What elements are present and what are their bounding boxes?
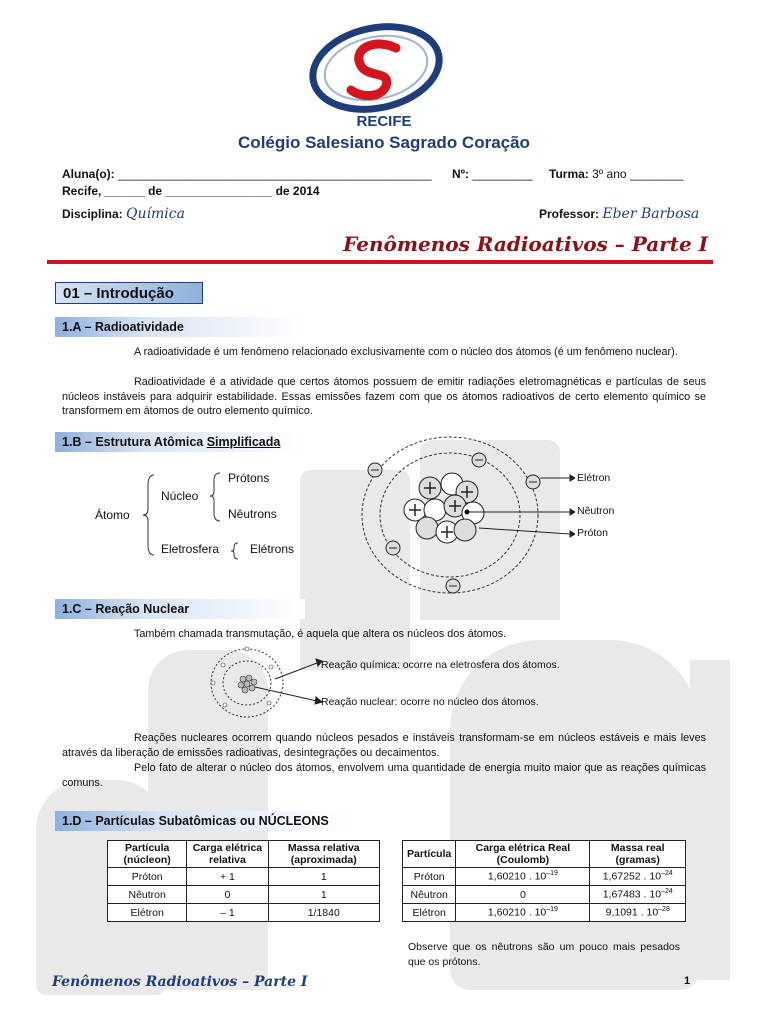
table-cell	[590, 886, 686, 904]
date-row	[62, 184, 320, 198]
subsection-heading-1c: 1.C – Reação Nuclear	[55, 599, 305, 619]
table-cell: Nêutron	[108, 886, 187, 904]
school-logo	[306, 18, 446, 118]
number-row	[452, 167, 532, 181]
table-header-cell: Carga elétrica relativa	[187, 841, 268, 868]
student-field[interactable]: _______________________________________________	[118, 167, 432, 181]
mass-exponent: –28	[658, 906, 670, 914]
paragraph-1c-3: Pelo fato de alterar o núcleo dos átomos, envolvem uma quantidade de energia muito maior que as reações químicas comuns.	[62, 762, 706, 789]
subsection-heading-1a: 1.A – Radioatividade	[55, 317, 305, 337]
table-row	[108, 868, 380, 886]
mass-value: 1,67252 . 10	[602, 870, 662, 883]
table-header-cell: Massa relativa (aproximada)	[268, 841, 380, 868]
tree-protons: Prótons	[228, 471, 270, 485]
label-nuclear-reaction: Reação nuclear: ocorre no núcleo dos átomos.	[321, 696, 539, 708]
table-header-cell: Massa real (gramas)	[590, 841, 686, 868]
atom-label-neutron: Nêutron	[577, 505, 615, 517]
table-cell: 1	[268, 886, 380, 904]
subsection-heading-1b	[55, 432, 305, 452]
class-label: Turma:	[549, 167, 589, 181]
mass-value: 9,1091 . 10	[605, 906, 659, 919]
table-row	[108, 904, 380, 922]
mass-exponent: –24	[661, 870, 673, 878]
charge-value: 1,60210 . 10	[487, 906, 547, 919]
table-header-cell: Carga elétrica Real (Coulomb)	[456, 841, 590, 868]
title-divider	[47, 260, 713, 264]
student-label: Aluna(o):	[62, 167, 115, 181]
page-number: 1	[684, 975, 691, 987]
charge-value: 0	[519, 888, 526, 901]
number-label: Nº:	[452, 167, 470, 181]
atom-label-proton: Próton	[577, 527, 608, 539]
table-cell	[456, 868, 590, 886]
table-header-row	[403, 841, 686, 868]
table-cell	[456, 904, 590, 922]
teacher-label: Professor:	[539, 207, 600, 221]
school-name: Colégio Salesiano Sagrado Coração	[238, 133, 530, 152]
tree-electrons: Elétrons	[250, 542, 295, 556]
heading-1b-text: 1.B – Estrutura Atômica	[62, 435, 207, 449]
subsection-heading-1d: 1.D – Partículas Subatômicas ou NÚCLEONS	[55, 811, 355, 831]
table-cell: – 1	[187, 904, 268, 922]
paragraph-1a-1: A radioatividade é um fenômeno relacionado exclusivamente com o núcleo dos átomos (é um fenômeno nuclear).	[134, 346, 678, 358]
class-row	[549, 167, 683, 181]
paragraph-1c-1: Também chamada transmutação, é aquela que altera os núcleos dos átomos.	[134, 628, 507, 640]
section-heading: 01 – Introdução	[55, 282, 203, 304]
date-de: de	[148, 184, 163, 198]
table-header-row	[108, 841, 380, 868]
table-cell	[456, 886, 590, 904]
charge-exponent: –19	[546, 906, 558, 914]
table-header-cell: Partícula (núcleon)	[108, 841, 187, 868]
label-chemical-reaction: Reação química: ocorre na eletrosfera dos átomos.	[321, 659, 560, 671]
table-row	[403, 886, 686, 904]
heading-1b-underlined: Simplificada	[206, 435, 281, 449]
table-cell: Próton	[403, 868, 456, 886]
table-cell: 1/1840	[268, 904, 380, 922]
neutron-note: Observe que os nêutrons são um pouco mais pesados que os prótons.	[408, 941, 680, 968]
table-cell: Elétron	[403, 904, 456, 922]
table-cell: 1	[268, 868, 380, 886]
tree-neutrons: Nêutrons	[228, 507, 277, 521]
tree-atom: Átomo	[95, 508, 130, 522]
tree-electrosphere: Eletrosfera	[161, 542, 220, 556]
teacher-row	[539, 206, 699, 222]
paragraph-1a-2: Radioatividade é a atividade que certos átomos possuem de emitir radiações eletromagnéticas e partículas de seus núcleos instáveis para adquirir estabilidade. Essas emissões fazem com que os átomos radioativos de certo elemento químico se transformem em átomos de outro elemento químico.	[62, 376, 706, 417]
student-line-row	[62, 167, 432, 181]
subject-row	[62, 206, 185, 222]
subject-label: Disciplina:	[62, 207, 123, 221]
mass-exponent: –24	[661, 888, 673, 896]
date-year: de 2014	[275, 184, 320, 198]
table-cell: Próton	[108, 868, 187, 886]
subject-value: Química	[126, 206, 185, 222]
teacher-value: Eber Barbosa	[602, 206, 700, 222]
mass-value: 1,67483 . 10	[602, 888, 662, 901]
atom-label-electron: Elétron	[577, 472, 611, 484]
table-cell	[590, 904, 686, 922]
logo-city: RECIFE	[356, 113, 412, 130]
table-row	[108, 886, 380, 904]
background-flask	[690, 660, 730, 980]
table-row	[403, 904, 686, 922]
table-cell: Nêutron	[403, 886, 456, 904]
charge-exponent: –19	[546, 870, 558, 878]
table-relative-particles	[107, 840, 380, 922]
background-flask	[450, 640, 700, 990]
date-prefix[interactable]: Recife, ______	[62, 184, 145, 198]
number-field[interactable]: _________	[472, 167, 533, 181]
footer-title: Fenômenos Radioativos – Parte I	[52, 974, 308, 990]
table-cell: + 1	[187, 868, 268, 886]
atom-diagram	[355, 430, 575, 600]
reaction-diagram	[205, 645, 325, 725]
tree-nucleus: Núcleo	[161, 489, 199, 503]
document-title: Fenômenos Radioativos – Parte I	[343, 232, 708, 256]
table-row	[403, 868, 686, 886]
table-cell	[590, 868, 686, 886]
table-cell: Elétron	[108, 904, 187, 922]
table-cell: 0	[187, 886, 268, 904]
date-month-field[interactable]: ________________	[165, 184, 273, 198]
paragraph-1c-2: Reações nucleares ocorrem quando núcleos pesados e instáveis transformam-se em núcleos estáveis e mais leves através da liberação de emissões radioativas, desintegrações ou decaimentos.	[62, 732, 706, 759]
table-real-particles	[402, 840, 686, 922]
charge-value: 1,60210 . 10	[487, 870, 547, 883]
class-field[interactable]: 3º ano ________	[592, 167, 684, 181]
table-header-cell: Partícula	[403, 841, 456, 868]
